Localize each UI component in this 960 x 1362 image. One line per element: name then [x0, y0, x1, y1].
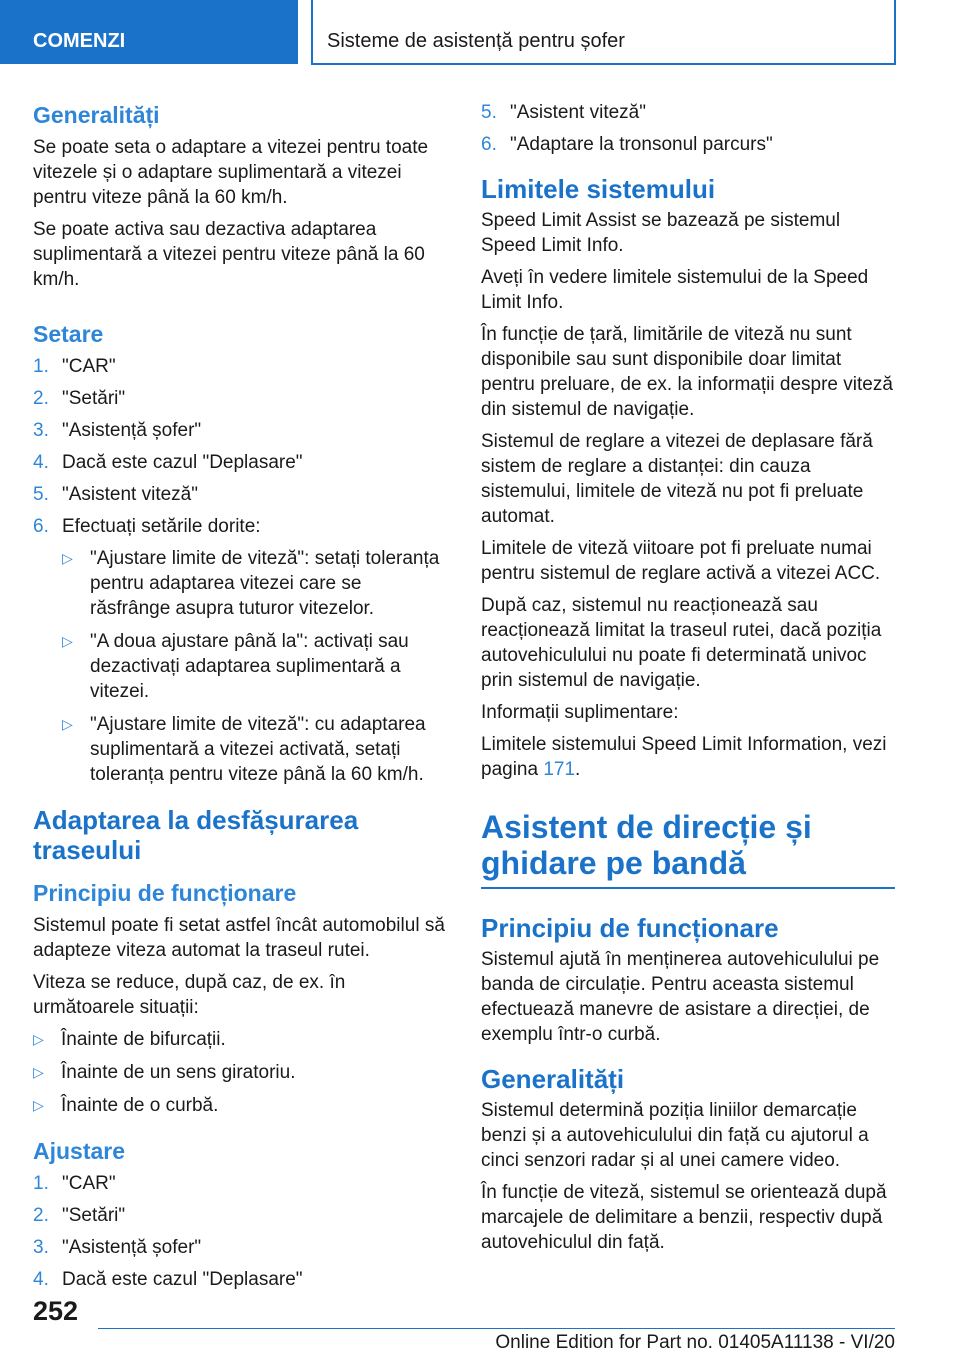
step-item	[33, 1203, 445, 1228]
step-item	[33, 1171, 445, 1196]
step-item	[33, 482, 445, 507]
heading-ajustare: Ajustare	[33, 1138, 126, 1164]
paragraph: Se poate seta o adaptare a vitezei pentru toate vitezele și o adaptare suplimentară a vitezei pentru viteze până la 60 km/h.	[33, 137, 429, 208]
step-item	[481, 100, 895, 125]
paragraph: În funcție de viteză, sistemul se orientează după marcajele de delimitare a benzii, respectiv după autovehiculul din față.	[481, 1182, 887, 1253]
left-column	[33, 100, 445, 1299]
step-item	[33, 386, 445, 411]
heading-principiu: Principiu de funcționare	[33, 880, 297, 906]
link-prefix: Limitele sistemului Speed Limit Information, vezi pagina	[481, 734, 887, 780]
paragraph: În funcție de țară, limitările de viteză nu sunt disponibile sau sunt disponibile doar limitat pentru preluare, de ex. la informații despre viteză din sistemul de navigație.	[481, 324, 893, 420]
step-number: 1.	[33, 356, 49, 377]
paragraph: Sistemul de reglare a vitezei de deplasare fără sistem de reglare a distanței: din cauza sistemului, limitele de viteză nu pot fi preluate automat.	[481, 431, 873, 527]
step-item	[33, 354, 445, 379]
step-number: 3.	[33, 420, 49, 441]
step-item	[33, 1267, 445, 1292]
step-item	[33, 450, 445, 475]
bullet-text: "A doua ajustare până la": activați sau dezactivați adaptarea suplimentară a vitezei.	[90, 631, 409, 702]
step-item	[33, 418, 445, 443]
principiu-bullets	[33, 1027, 445, 1118]
heading-principiu: Principiu de funcționare	[481, 913, 779, 943]
step-item	[33, 514, 445, 539]
setare-steps	[33, 354, 445, 539]
step-number: 5.	[33, 484, 49, 505]
page-header	[0, 0, 960, 66]
bullet-item	[33, 1060, 445, 1085]
heading-adaptarea: Adaptarea la desfășurarea traseului	[33, 805, 359, 865]
paragraph: Sistemul determină poziția liniilor demarcație benzi și a autovehiculului din față cu ajutorul a cinci senzori radar și al unei camere video.	[481, 1100, 869, 1171]
ajustare-steps	[33, 1171, 445, 1292]
step-text: "Setări"	[62, 388, 126, 409]
bullet-item	[62, 546, 445, 621]
step-text: "Setări"	[62, 1205, 126, 1226]
bullet-text: Înainte de bifurcații.	[61, 1029, 226, 1050]
paragraph: Speed Limit Assist se bazează pe sistemul Speed Limit Info.	[481, 210, 841, 256]
heading-generalitati: Generalități	[481, 1064, 625, 1094]
triangle-bullet-icon: ▷	[62, 633, 73, 649]
heading-asistent-directie: Asistent de direcție și ghidare pe bandă	[481, 809, 812, 881]
paragraph: Limitele de viteză viitoare pot fi preluate numai pentru sistemul de reglare activă a vitezei ACC.	[481, 538, 881, 584]
bullet-item	[33, 1093, 445, 1118]
edition-label: Online Edition for Part no. 01405A11138 - VI/20	[495, 1332, 895, 1353]
paragraph: Aveți în vedere limitele sistemului de la Speed Limit Info.	[481, 267, 869, 313]
bullet-item	[62, 712, 445, 787]
triangle-bullet-icon: ▷	[33, 1097, 44, 1113]
heading-limitele: Limitele sistemului	[481, 174, 716, 204]
link-suffix: .	[575, 759, 581, 780]
chapter-title: Sisteme de asistență pentru șofer	[327, 30, 625, 52]
page-number: 252	[33, 1296, 79, 1326]
step-item	[481, 132, 895, 157]
step-text: "Asistent viteză"	[510, 102, 646, 123]
paragraph: După caz, sistemul nu reacționează sau reacționează limitat la traseul rutei, dacă poziția autovehiculului nu poate fi determinată univoc prin sistemul de navigație.	[481, 595, 882, 691]
heading-generalitati: Generalități	[33, 102, 160, 128]
step-text: "Asistent viteză"	[62, 484, 198, 505]
footer-divider	[98, 1328, 895, 1329]
step-number: 5.	[481, 102, 497, 123]
step-number: 6.	[481, 134, 497, 155]
triangle-bullet-icon: ▷	[33, 1031, 44, 1047]
bullet-item	[33, 1027, 445, 1052]
heading-setare: Setare	[33, 321, 104, 347]
step-number: 4.	[33, 1269, 49, 1290]
page-reference-link[interactable]: 171	[543, 759, 576, 780]
paragraph-with-link	[481, 732, 895, 782]
step-number: 1.	[33, 1173, 49, 1194]
step-text: Dacă este cazul "Deplasare"	[62, 452, 303, 473]
right-column	[481, 100, 895, 1262]
step-text: "Asistență șofer"	[62, 420, 202, 441]
step-text: "CAR"	[62, 356, 116, 377]
step-text: "Asistență șofer"	[62, 1237, 202, 1258]
paragraph: Sistemul ajută în menținerea autovehiculului pe banda de circulație. Pentru aceasta sistemul efectuează manevre de asistare a direcției, de exemplu într-o curbă.	[481, 949, 880, 1045]
step-number: 3.	[33, 1237, 49, 1258]
bullet-item	[62, 629, 445, 704]
step-text: "CAR"	[62, 1173, 116, 1194]
chapter-tab	[311, 0, 896, 65]
bullet-text: Înainte de un sens giratoriu.	[61, 1062, 296, 1083]
setare-bullets	[62, 546, 445, 787]
step-text: Efectuați setările dorite:	[62, 516, 261, 537]
step-number: 4.	[33, 452, 49, 473]
step-text: "Adaptare la tronsonul parcurs"	[510, 134, 773, 155]
paragraph: Sistemul poate fi setat astfel încât automobilul să adapteze viteza automat la traseul rutei.	[33, 915, 445, 961]
bullet-text: Înainte de o curbă.	[61, 1095, 219, 1116]
paragraph: Se poate activa sau dezactiva adaptarea suplimentară a vitezei pentru viteze până la 60 km/h.	[33, 219, 425, 290]
paragraph: Viteza se reduce, după caz, de ex. în următoarele situații:	[33, 972, 346, 1018]
triangle-bullet-icon: ▷	[62, 550, 73, 566]
triangle-bullet-icon: ▷	[33, 1064, 44, 1080]
chapter-heading-block	[481, 809, 895, 889]
step-number: 6.	[33, 516, 49, 537]
bullet-text: "Ajustare limite de viteză": setați toleranța pentru adaptarea vitezei care se răsfrânge asupra tuturor vitezelor.	[90, 548, 440, 619]
ajustare-steps-continued	[481, 100, 895, 157]
bullet-text: "Ajustare limite de viteză": cu adaptarea suplimentară a vitezei activată, setați toleranța pentru viteze până la 60 km/h.	[90, 714, 426, 785]
step-number: 2.	[33, 388, 49, 409]
step-number: 2.	[33, 1205, 49, 1226]
section-title: COMENZI	[33, 30, 126, 52]
step-text: Dacă este cazul "Deplasare"	[62, 1269, 303, 1290]
paragraph: Informații suplimentare:	[481, 702, 679, 723]
step-item	[33, 1235, 445, 1260]
triangle-bullet-icon: ▷	[62, 716, 73, 732]
section-tab	[0, 0, 298, 64]
